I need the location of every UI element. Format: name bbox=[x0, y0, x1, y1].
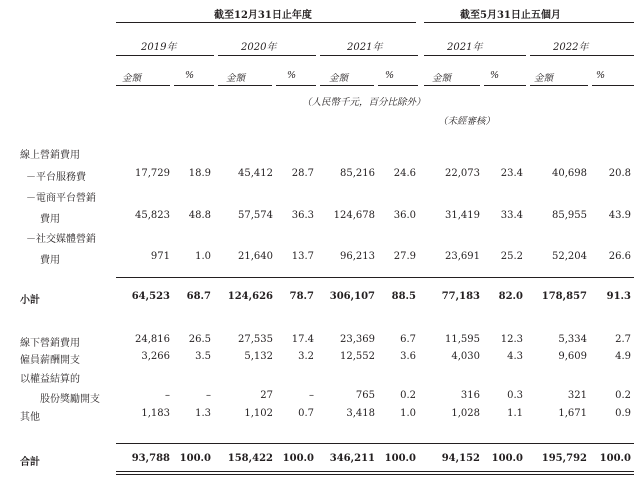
cell-ecom2-8: 85,955 bbox=[552, 210, 587, 221]
cell-salary-5: 3.6 bbox=[400, 351, 416, 362]
col-rule-10 bbox=[592, 85, 634, 86]
cell-platform-3: 28.7 bbox=[291, 168, 314, 179]
cell-ecom2-0: 45,823 bbox=[135, 210, 170, 221]
cell-offline-1: 26.5 bbox=[188, 334, 211, 345]
cell-subtotal-5: 88.5 bbox=[391, 291, 416, 302]
total-rule-top bbox=[116, 443, 634, 444]
cell-total-3: 100.0 bbox=[282, 453, 314, 464]
cell-subtotal-6: 77,183 bbox=[441, 291, 480, 302]
cell-total-0: 93,788 bbox=[131, 453, 170, 464]
col-pct-2022-5m: % bbox=[596, 70, 606, 81]
year-2021-full: 2021年 bbox=[347, 42, 383, 53]
header-group-year-end: 截至12月31日止年度 bbox=[214, 10, 312, 21]
col-rule-6 bbox=[378, 85, 418, 86]
cell-subtotal-9: 91.3 bbox=[606, 291, 631, 302]
cell-salary-2: 5,132 bbox=[244, 351, 273, 362]
cell-others-3: 0.7 bbox=[298, 408, 314, 419]
header-group-five-months: 截至5月31日止五個月 bbox=[460, 10, 561, 21]
header-rule-left bbox=[116, 22, 416, 23]
cell-offline-9: 2.7 bbox=[615, 334, 631, 345]
cell-social2-5: 27.9 bbox=[393, 251, 416, 262]
cell-ecom2-6: 31,419 bbox=[445, 210, 480, 221]
cell-equity2-7: 0.3 bbox=[507, 390, 523, 401]
col-pct-2021: % bbox=[385, 70, 395, 81]
row-label-social2: 費用 bbox=[40, 255, 60, 266]
cell-total-5: 100.0 bbox=[384, 453, 416, 464]
cell-others-9: 0.9 bbox=[615, 408, 631, 419]
cell-equity2-1: – bbox=[206, 390, 211, 401]
cell-equity2-3: – bbox=[309, 390, 314, 401]
row-label-platform: －平台服務費 bbox=[26, 172, 86, 183]
total-rule-bottom-2 bbox=[116, 474, 634, 475]
row-label-ecom2: 費用 bbox=[40, 214, 60, 225]
cell-subtotal-3: 78.7 bbox=[289, 291, 314, 302]
year-rule-2021 bbox=[320, 55, 418, 56]
cell-offline-8: 5,334 bbox=[558, 334, 587, 345]
cell-total-6: 94,152 bbox=[441, 453, 480, 464]
cell-others-2: 1,102 bbox=[244, 408, 273, 419]
cell-salary-3: 3.2 bbox=[298, 351, 314, 362]
year-2020: 2020年 bbox=[241, 42, 277, 53]
cell-platform-8: 40,698 bbox=[552, 168, 587, 179]
cell-social2-9: 26.6 bbox=[608, 251, 631, 262]
cell-offline-6: 11,595 bbox=[445, 334, 480, 345]
cell-social2-6: 23,691 bbox=[445, 251, 480, 262]
cell-social2-4: 96,213 bbox=[340, 251, 375, 262]
cell-platform-4: 85,216 bbox=[340, 168, 375, 179]
year-rule-2019 bbox=[116, 55, 214, 56]
cell-salary-7: 4.3 bbox=[507, 351, 523, 362]
total-rule-bottom-1 bbox=[116, 471, 634, 472]
subtotal-rule-top bbox=[116, 277, 634, 278]
cell-total-9: 100.0 bbox=[599, 453, 631, 464]
cell-subtotal-7: 82.0 bbox=[498, 291, 523, 302]
cell-equity2-6: 316 bbox=[460, 390, 480, 401]
cell-social2-2: 21,640 bbox=[238, 251, 273, 262]
header-rule-right bbox=[424, 22, 634, 23]
cell-equity2-9: 0.2 bbox=[615, 390, 631, 401]
cell-others-6: 1,028 bbox=[451, 408, 480, 419]
cell-subtotal-0: 64,523 bbox=[131, 291, 170, 302]
col-amount-2019: 金額 bbox=[122, 73, 142, 84]
cell-total-8: 195,792 bbox=[541, 453, 587, 464]
cell-others-1: 1.3 bbox=[195, 408, 211, 419]
cell-offline-0: 24,816 bbox=[135, 334, 170, 345]
cell-salary-1: 3.5 bbox=[195, 351, 211, 362]
cell-offline-2: 27,535 bbox=[238, 334, 273, 345]
cell-subtotal-1: 68.7 bbox=[186, 291, 211, 302]
cell-total-7: 100.0 bbox=[491, 453, 523, 464]
cell-salary-8: 9,609 bbox=[558, 351, 587, 362]
col-pct-2019: % bbox=[185, 70, 195, 81]
cell-social2-8: 52,204 bbox=[552, 251, 587, 262]
cell-platform-5: 24.6 bbox=[393, 168, 416, 179]
cell-others-7: 1.1 bbox=[507, 408, 523, 419]
col-rule-3 bbox=[218, 85, 272, 86]
col-rule-9 bbox=[530, 85, 588, 86]
year-2021-five-months: 2021年 bbox=[447, 42, 483, 53]
col-pct-2021-5m: % bbox=[490, 70, 500, 81]
cell-ecom2-5: 36.0 bbox=[393, 210, 416, 221]
cell-platform-6: 22,073 bbox=[445, 168, 480, 179]
row-label-ecom1: －電商平台營銷 bbox=[26, 193, 96, 204]
cell-ecom2-2: 57,574 bbox=[238, 210, 273, 221]
cell-others-5: 1.0 bbox=[400, 408, 416, 419]
col-rule-5 bbox=[320, 85, 374, 86]
cell-ecom2-3: 36.3 bbox=[291, 210, 314, 221]
cell-social2-3: 13.7 bbox=[291, 251, 314, 262]
cell-others-8: 1,671 bbox=[558, 408, 587, 419]
year-2022-five-months: 2022年 bbox=[553, 42, 589, 53]
cell-total-1: 100.0 bbox=[179, 453, 211, 464]
row-label-total: 合計 bbox=[20, 457, 40, 468]
col-amount-2020: 金額 bbox=[226, 73, 246, 84]
cell-subtotal-8: 178,857 bbox=[541, 291, 587, 302]
row-label-others: 其他 bbox=[20, 412, 40, 423]
cell-subtotal-4: 306,107 bbox=[329, 291, 375, 302]
cell-others-0: 1,183 bbox=[141, 408, 170, 419]
col-amount-2021-5m: 金額 bbox=[432, 73, 452, 84]
row-label-equity1: 以權益結算的 bbox=[20, 374, 80, 385]
row-label-subtotal: 小計 bbox=[20, 295, 40, 306]
row-label-social1: －社交媒體營銷 bbox=[26, 234, 96, 245]
cell-ecom2-4: 124,678 bbox=[333, 210, 375, 221]
cell-platform-2: 45,412 bbox=[238, 168, 273, 179]
cell-ecom2-9: 43.9 bbox=[608, 210, 631, 221]
cell-offline-4: 23,369 bbox=[340, 334, 375, 345]
col-pct-2020: % bbox=[287, 70, 297, 81]
cell-total-2: 158,422 bbox=[227, 453, 273, 464]
cell-equity2-4: 765 bbox=[355, 390, 375, 401]
cell-social2-1: 1.0 bbox=[195, 251, 211, 262]
year-2019: 2019年 bbox=[141, 42, 177, 53]
cell-equity2-5: 0.2 bbox=[400, 390, 416, 401]
year-rule-2021-5m bbox=[424, 55, 526, 56]
col-rule-2 bbox=[174, 85, 214, 86]
cell-platform-1: 18.9 bbox=[188, 168, 211, 179]
year-rule-2020 bbox=[218, 55, 316, 56]
cell-equity2-8: 321 bbox=[567, 390, 587, 401]
col-rule-8 bbox=[484, 85, 526, 86]
col-rule-1 bbox=[116, 85, 170, 86]
cell-platform-0: 17,729 bbox=[135, 168, 170, 179]
cell-offline-3: 17.4 bbox=[291, 334, 314, 345]
row-label-equity2: 股份獎勵開支 bbox=[40, 394, 100, 405]
col-rule-4 bbox=[276, 85, 316, 86]
cell-others-4: 3,418 bbox=[346, 408, 375, 419]
cell-social2-7: 25.2 bbox=[500, 251, 523, 262]
col-amount-2021: 金額 bbox=[329, 73, 349, 84]
col-rule-7 bbox=[424, 85, 480, 86]
cell-salary-4: 12,552 bbox=[340, 351, 375, 362]
cell-salary-6: 4,030 bbox=[451, 351, 480, 362]
col-amount-2022-5m: 金額 bbox=[534, 73, 554, 84]
cell-salary-0: 3,266 bbox=[141, 351, 170, 362]
unit-note: （人民幣千元，百分比除外） bbox=[302, 97, 426, 108]
cell-subtotal-2: 124,626 bbox=[227, 291, 273, 302]
cell-equity2-2: 27 bbox=[260, 390, 273, 401]
cell-platform-9: 20.8 bbox=[608, 168, 631, 179]
cell-platform-7: 23.4 bbox=[500, 168, 523, 179]
cell-salary-9: 4.9 bbox=[615, 351, 631, 362]
cell-equity2-0: – bbox=[165, 390, 170, 401]
cell-offline-7: 12.3 bbox=[500, 334, 523, 345]
cell-total-4: 346,211 bbox=[329, 453, 375, 464]
cell-social2-0: 971 bbox=[150, 251, 170, 262]
cell-ecom2-1: 48.8 bbox=[188, 210, 211, 221]
row-label-online: 線上營銷費用 bbox=[20, 150, 80, 161]
row-label-salary: 僱員薪酬開支 bbox=[20, 355, 80, 366]
cell-offline-5: 6.7 bbox=[400, 334, 416, 345]
cell-ecom2-7: 33.4 bbox=[500, 210, 523, 221]
row-label-offline: 線下營銷費用 bbox=[20, 338, 80, 349]
year-rule-2022-5m bbox=[530, 55, 634, 56]
unaudited-note: （未經審核） bbox=[438, 116, 496, 127]
